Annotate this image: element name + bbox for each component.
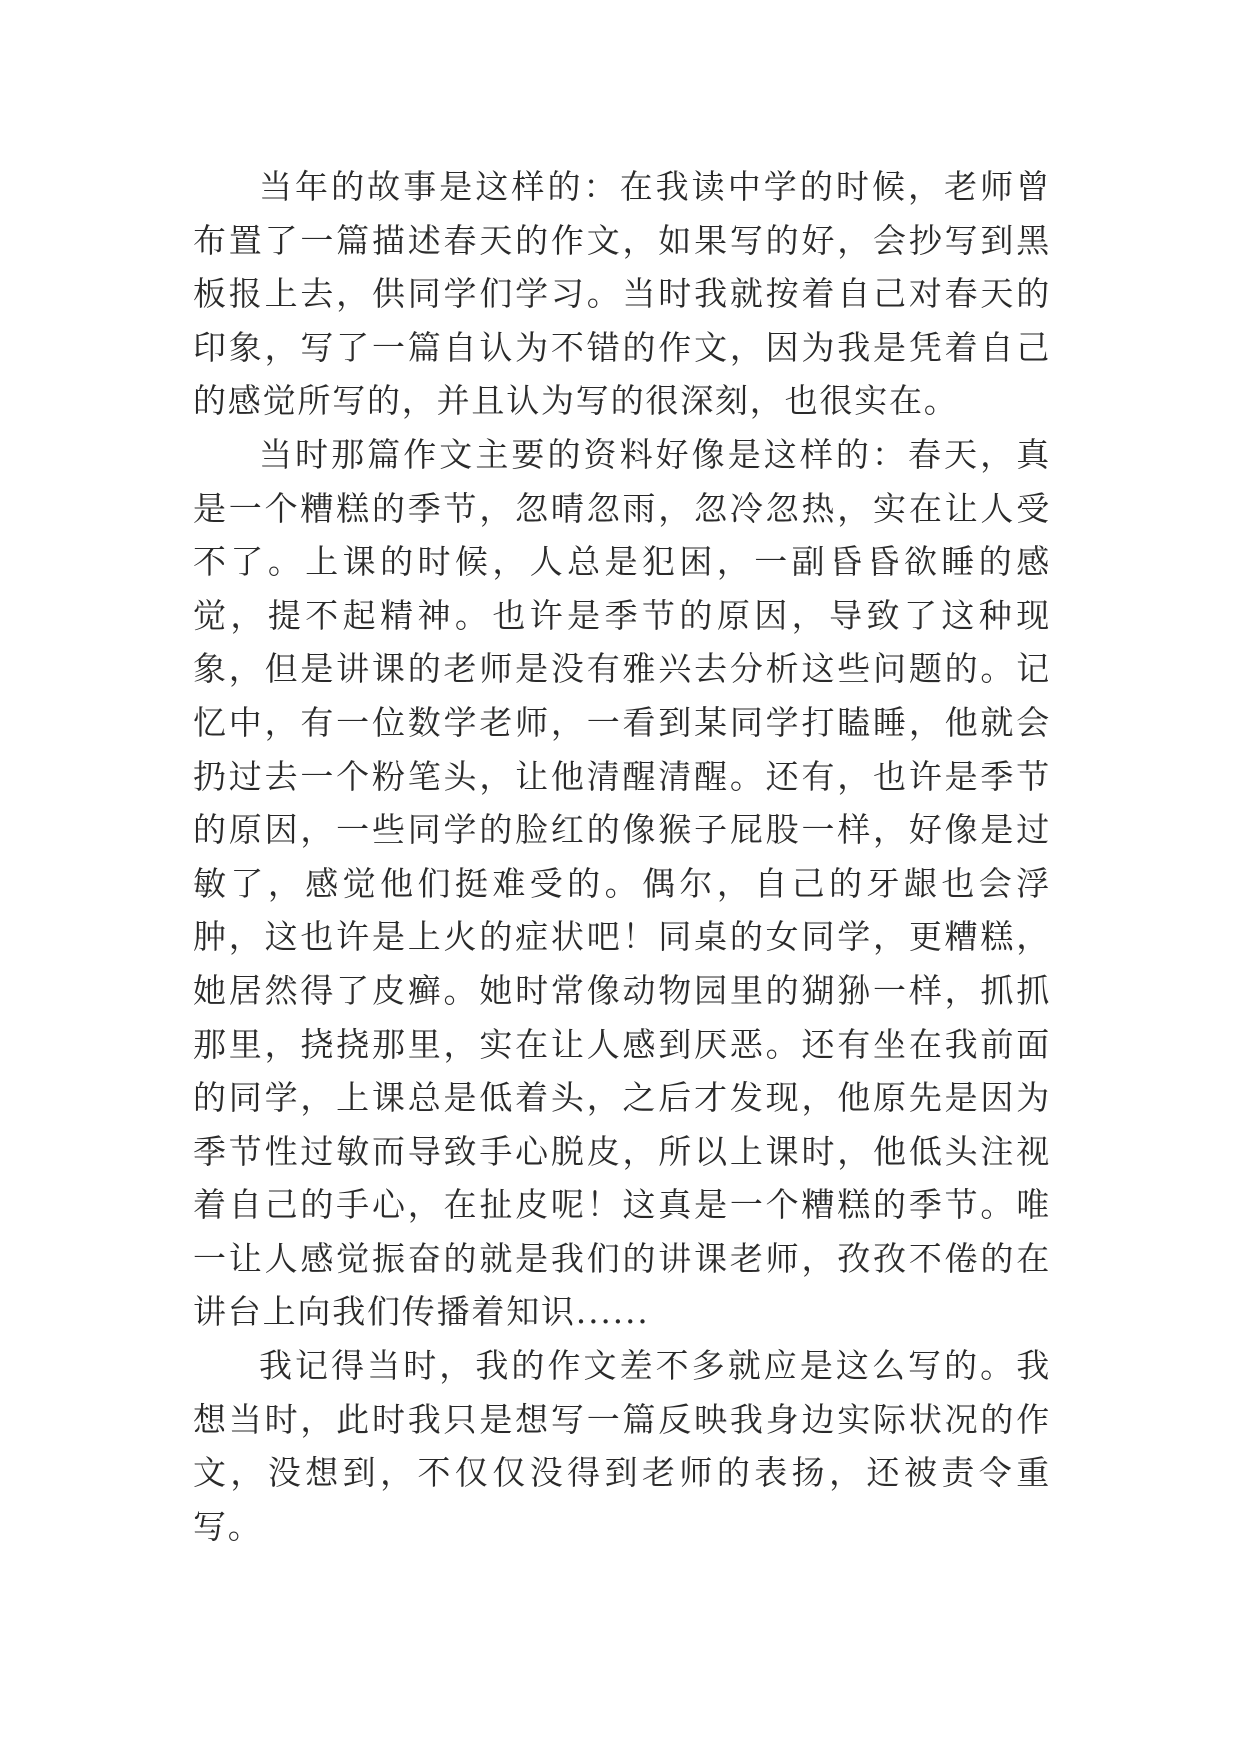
paragraph-essay-content: 当时那篇作文主要的资料好像是这样的：春天，真是一个糟糕的季节，忽晴忽雨，忽冷忽热，实在让人受不了。上课的时候，人总是犯困，一副昏昏欲睡的感觉，提不起精神。也许是季节的原因，导致了这种现象，但是讲课的老师是没有雅兴去分析这些问题的。记忆中，有一位数学老师，一看到某同学打瞌睡，他就会扔过去一个粉笔头，让他清醒清醒。还有，也许是季节的原因，一些同学的脸红的像猴子屁股一样，好像是过敏了，感觉他们挺难受的。偶尔，自己的牙龈也会浮肿，这也许是上火的症状吧！同桌的女同学，更糟糕，她居然得了皮癣。她时常像动物园里的猢狲一样，抓抓那里，挠挠那里，实在让人感到厌恶。还有坐在我前面的同学，上课总是低着头，之后才发现，他原先是因为季节性过敏而导致手心脱皮，所以上课时，他低头注视着自己的手心，在扯皮呢！这真是一个糟糕的季节。唯一让人感觉振奋的就是我们的讲课老师，孜孜不倦的在讲台上向我们传播着知识...... (193, 434, 1051, 1332)
document-body (193, 160, 1051, 1553)
paragraph-story-intro: 当年的故事是这样的：在我读中学的时候，老师曾布置了一篇描述春天的作文，如果写的好，会抄写到黑板报上去，供同学们学习。当时我就按着自己对春天的印象，写了一篇自认为不错的作文，因为我是凭着自己的感觉所写的，并且认为写的很深刻，也很实在。 (193, 167, 1051, 421)
paragraph-conclusion: 我记得当时，我的作文差不多就应是这么写的。我想当时，此时我只是想写一篇反映我身边实际状况的作文，没想到，不仅仅没得到老师的表扬，还被责令重写。 (193, 1346, 1051, 1546)
